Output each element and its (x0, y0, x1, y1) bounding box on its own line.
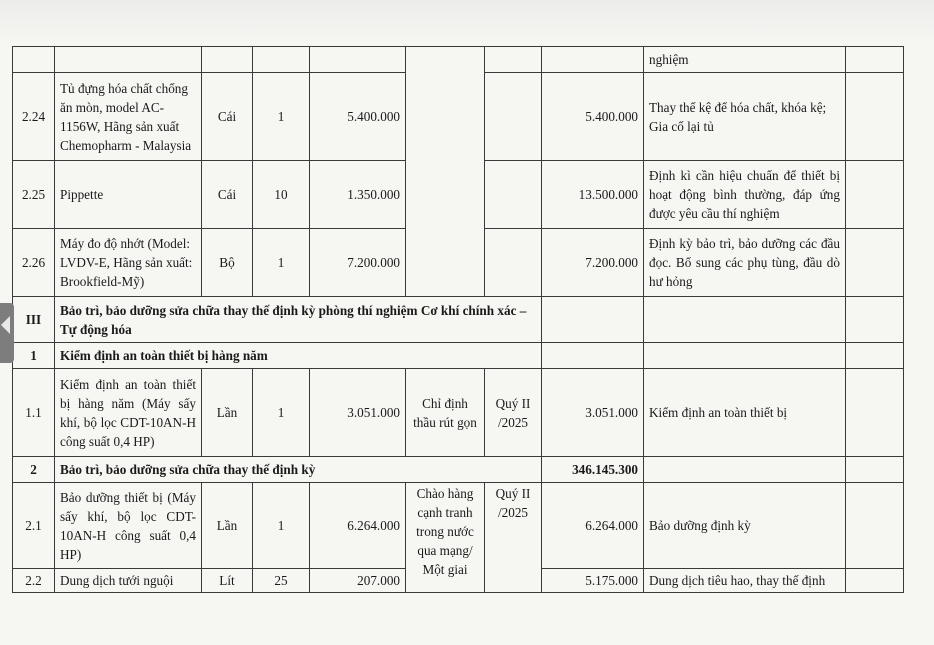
total-cell (542, 297, 644, 343)
stt-cell: 1 (13, 343, 55, 369)
extra-cell (846, 161, 904, 229)
method-cell-merged (406, 47, 485, 297)
unit-cell: Cái (202, 161, 253, 229)
total-cell: 3.051.000 (542, 369, 644, 457)
total-cell: 6.264.000 (542, 483, 644, 569)
price-cell: 3.051.000 (310, 369, 406, 457)
name-cell: Máy đo độ nhớt (Model: LVDV-E, Hãng sản xuất: Brookfield-Mỹ) (55, 229, 202, 297)
unit-cell: Lít (202, 569, 253, 593)
note-cell: Định kỳ bảo trì, bảo dưỡng các đầu đọc. Bổ sung các phụ tùng, đầu dò hư hỏng (644, 229, 846, 297)
unit-cell: Lần (202, 483, 253, 569)
name-cell: Pippette (55, 161, 202, 229)
qty-cell: 1 (253, 369, 310, 457)
extra-cell (846, 457, 904, 483)
extra-cell (846, 47, 904, 73)
note-cell (644, 457, 846, 483)
extra-cell (846, 483, 904, 569)
table-row (13, 47, 904, 73)
method-cell: Chào hàng cạnh tranh trong nước qua mạng/ Một giai (406, 483, 485, 593)
unit-cell: Bộ (202, 229, 253, 297)
price-cell: 7.200.000 (310, 229, 406, 297)
stt-cell: 2.26 (13, 229, 55, 297)
qty-cell (253, 47, 310, 73)
extra-cell (846, 229, 904, 297)
name-cell (55, 47, 202, 73)
margin-marks-decoration (926, 300, 930, 400)
extra-cell (846, 343, 904, 369)
note-cell: Thay thế kệ để hóa chất, khóa kệ; Gia cố lại tủ (644, 73, 846, 161)
time-cell (485, 229, 542, 297)
maintenance-plan-table (12, 46, 904, 593)
note-cell: Dung dịch tiêu hao, thay thế định (644, 569, 846, 593)
price-cell: 5.400.000 (310, 73, 406, 161)
total-cell: 5.175.000 (542, 569, 644, 593)
price-cell: 1.350.000 (310, 161, 406, 229)
section-row (13, 297, 904, 343)
section-row (13, 457, 904, 483)
price-cell: 207.000 (310, 569, 406, 593)
total-cell: 7.200.000 (542, 229, 644, 297)
stt-cell: 1.1 (13, 369, 55, 457)
note-cell: Bảo dưỡng định kỳ (644, 483, 846, 569)
note-cell (644, 297, 846, 343)
method-cell: Chỉ định thầu rút gọn (406, 369, 485, 457)
name-cell: Bảo dưỡng thiết bị (Máy sấy khí, bộ lọc CDT-10AN-H công suất 0,4 HP) (55, 483, 202, 569)
extra-cell (846, 73, 904, 161)
section-title: Bảo trì, bảo dưỡng sửa chữa thay thế định kỳ (55, 457, 542, 483)
extra-cell (846, 569, 904, 593)
stt-cell (13, 47, 55, 73)
table-row (13, 483, 904, 569)
time-cell: Quý II /2025 (485, 483, 542, 593)
unit-cell: Cái (202, 73, 253, 161)
time-cell (485, 161, 542, 229)
name-cell: Tủ đựng hóa chất chống ăn mòn, model AC-1156W, Hãng sản xuất Chemopharm - Malaysia (55, 73, 202, 161)
total-cell (542, 343, 644, 369)
extra-cell (846, 369, 904, 457)
time-cell (485, 73, 542, 161)
qty-cell: 10 (253, 161, 310, 229)
stt-cell: III (13, 297, 55, 343)
name-cell: Dung dịch tưới nguội (55, 569, 202, 593)
stt-cell: 2.1 (13, 483, 55, 569)
name-cell: Kiểm định an toàn thiết bị hàng năm (Máy sấy khí, bộ lọc CDT-10AN-H công suất 0,4 HP) (55, 369, 202, 457)
total-cell (542, 47, 644, 73)
qty-cell: 1 (253, 229, 310, 297)
scan-margin (0, 0, 934, 44)
qty-cell: 1 (253, 483, 310, 569)
unit-cell (202, 47, 253, 73)
note-cell (644, 343, 846, 369)
total-cell: 13.500.000 (542, 161, 644, 229)
chevron-left-icon[interactable] (1, 316, 10, 334)
unit-cell: Lần (202, 369, 253, 457)
extra-cell (846, 297, 904, 343)
time-cell (485, 47, 542, 73)
total-cell: 5.400.000 (542, 73, 644, 161)
note-cell: nghiệm (644, 47, 846, 73)
section-title: Bảo trì, bảo dưỡng sửa chữa thay thế định kỳ phòng thí nghiệm Cơ khí chính xác – Tự động hóa (55, 297, 542, 343)
note-cell: Định kì cần hiệu chuẩn để thiết bị hoạt động bình thường, đáp ứng được yêu cầu thí nghiệm (644, 161, 846, 229)
stt-cell: 2 (13, 457, 55, 483)
stt-cell: 2.2 (13, 569, 55, 593)
time-cell: Quý II /2025 (485, 369, 542, 457)
stt-cell: 2.25 (13, 161, 55, 229)
price-cell (310, 47, 406, 73)
total-cell: 346.145.300 (542, 457, 644, 483)
section-row (13, 343, 904, 369)
stt-cell: 2.24 (13, 73, 55, 161)
table-row (13, 369, 904, 457)
qty-cell: 1 (253, 73, 310, 161)
price-cell: 6.264.000 (310, 483, 406, 569)
note-cell: Kiểm định an toàn thiết bị (644, 369, 846, 457)
section-title: Kiểm định an toàn thiết bị hàng năm (55, 343, 542, 369)
qty-cell: 25 (253, 569, 310, 593)
